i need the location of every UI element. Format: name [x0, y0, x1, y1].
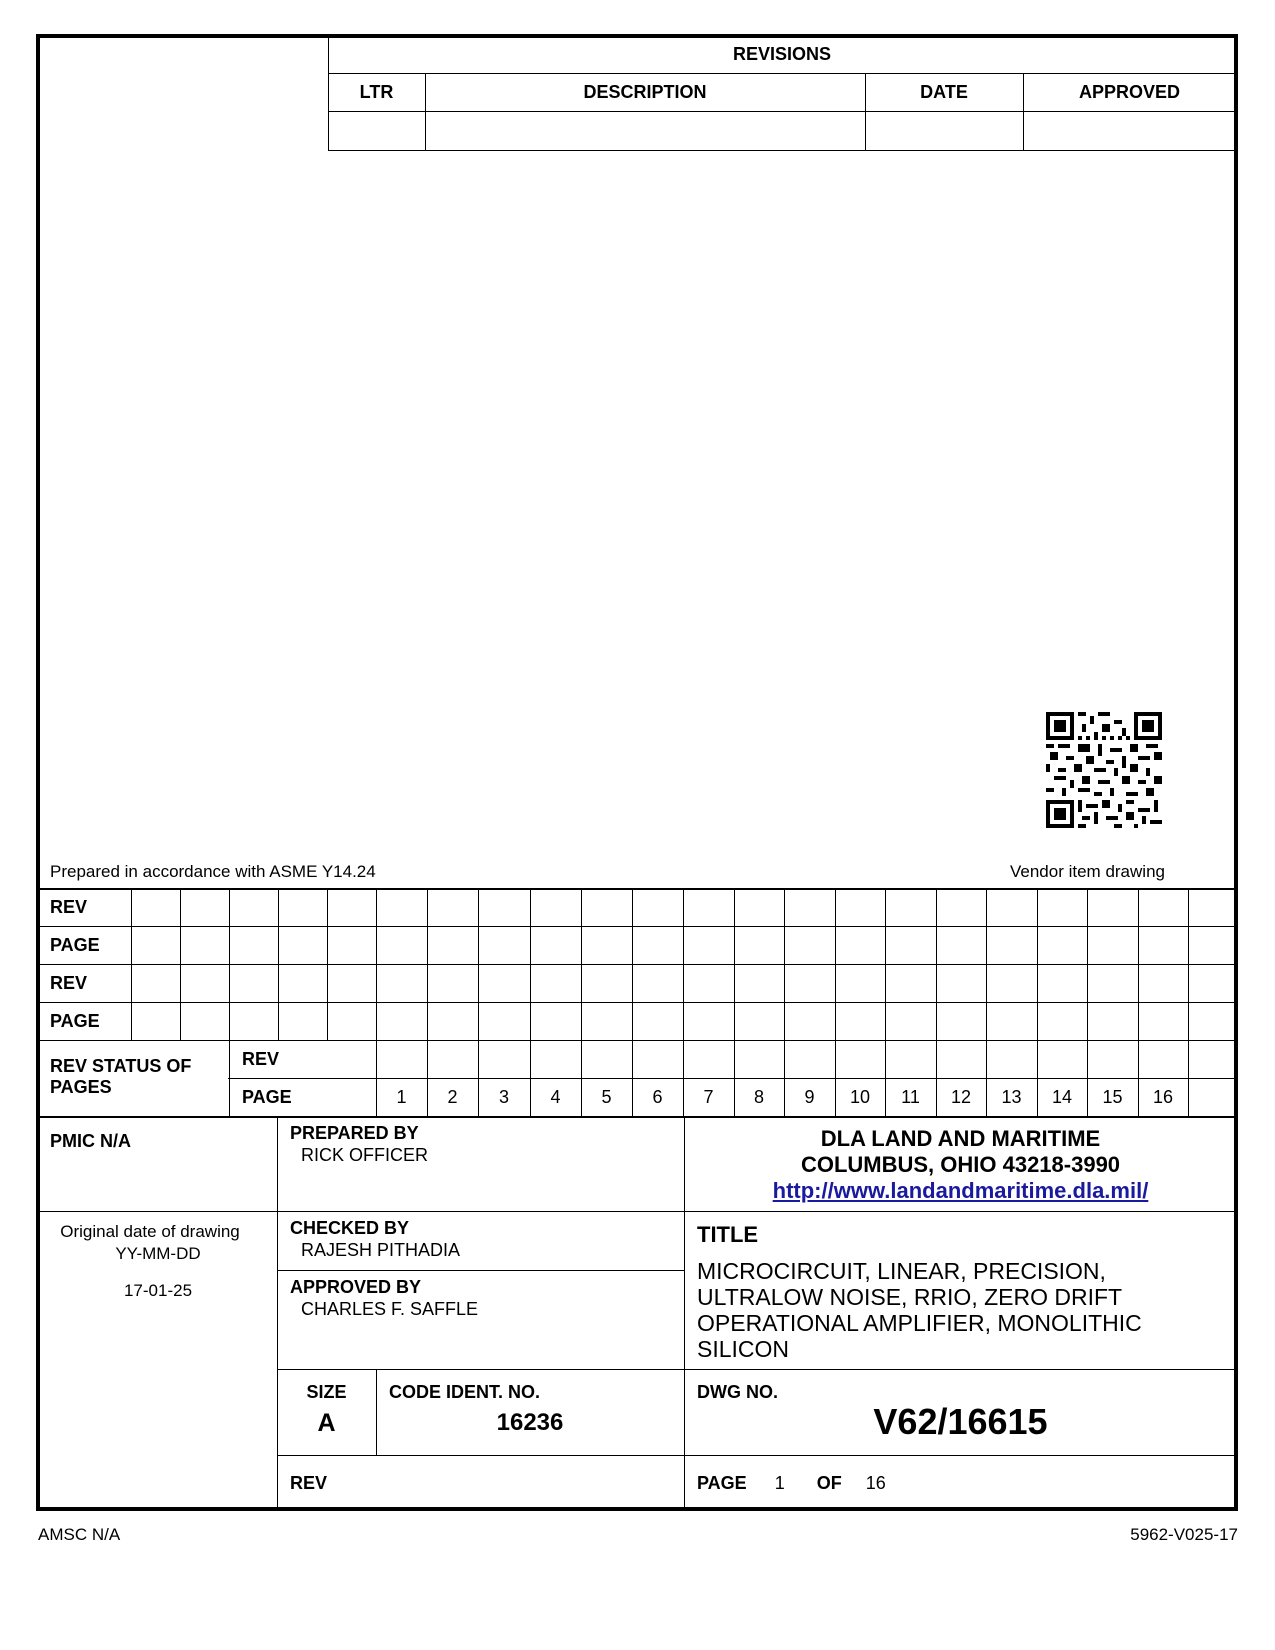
page-number-cell: 11: [901, 1087, 920, 1107]
title-line: ULTRALOW NOISE, RRIO, ZERO DRIFT: [697, 1284, 1123, 1310]
page-number-cell: 8: [753, 1087, 764, 1107]
page-number-cell: 12: [950, 1087, 972, 1107]
original-date-value: 17-01-25: [123, 1281, 193, 1300]
page-total: 16: [865, 1473, 886, 1493]
page-info: [697, 1473, 886, 1494]
revisions-title: REVISIONS: [732, 44, 832, 64]
size-value: A: [317, 1409, 336, 1437]
title-line: OPERATIONAL AMPLIFIER, MONOLITHIC: [697, 1310, 1142, 1336]
revisions-col-approved: APPROVED: [1078, 82, 1181, 102]
page-number-cell: 4: [550, 1087, 561, 1107]
page-number-cell: 16: [1152, 1087, 1174, 1107]
page-number-cell: 13: [1001, 1087, 1022, 1107]
dwg-number: V62/16615: [873, 1401, 1048, 1442]
page-number-cell: 6: [652, 1087, 663, 1107]
agency-address: COLUMBUS, OHIO 43218-3990: [800, 1152, 1121, 1177]
footer-amsc: AMSC N/A: [38, 1525, 121, 1544]
page-number-cell: 15: [1102, 1087, 1123, 1107]
vendor-note: Vendor item drawing: [1010, 862, 1165, 881]
page-number-cell: 2: [447, 1087, 458, 1107]
code-ident-value: 16236: [496, 1409, 564, 1436]
page-number-cell: 10: [849, 1087, 871, 1107]
size-label: SIZE: [306, 1382, 347, 1402]
agency-name: DLA LAND AND MARITIME: [820, 1126, 1101, 1151]
approved-by-name: CHARLES F. SAFFLE: [301, 1299, 479, 1319]
title-line: MICROCIRCUIT, LINEAR, PRECISION,: [697, 1258, 1106, 1284]
grid-row-page-1: PAGE: [50, 935, 100, 955]
page-number-cell: 14: [1051, 1087, 1073, 1107]
revisions-col-description: DESCRIPTION: [583, 82, 707, 102]
dwg-label: DWG NO.: [697, 1382, 778, 1402]
bottom-rev-label: REV: [290, 1473, 328, 1493]
rev-status-page-label: PAGE: [242, 1087, 292, 1107]
qr-code: [1046, 712, 1162, 828]
title-line: SILICON: [697, 1336, 790, 1362]
grid-row-rev-1: REV: [50, 897, 88, 917]
approved-by-label: APPROVED BY: [290, 1277, 422, 1297]
page-current: 1: [774, 1473, 785, 1493]
grid-row-page-2: PAGE: [50, 1011, 100, 1031]
page-label: PAGE: [697, 1473, 747, 1493]
code-ident-label: CODE IDENT. NO.: [389, 1382, 541, 1402]
footer-doc-number: 5962-V025-17: [1130, 1525, 1238, 1544]
original-date-format: YY-MM-DD: [115, 1244, 201, 1263]
rev-status-label: REV STATUS OF PAGES: [50, 1056, 192, 1097]
title-label: TITLE: [697, 1222, 759, 1247]
pmic-label: PMIC N/A: [50, 1131, 131, 1151]
prepared-by-name: RICK OFFICER: [301, 1145, 429, 1165]
prepared-by-label: PREPARED BY: [290, 1123, 419, 1143]
revisions-col-ltr: LTR: [359, 82, 394, 102]
agency-url-link[interactable]: http://www.landandmaritime.dla.mil/: [772, 1178, 1149, 1203]
rev-status-rev-label: REV: [242, 1049, 280, 1069]
title-text: [697, 1258, 1142, 1362]
page-number-cell: 1: [396, 1087, 407, 1107]
of-label: OF: [816, 1473, 842, 1493]
original-date-label: Original date of drawing: [60, 1222, 240, 1241]
page-number-cell: 9: [804, 1087, 815, 1107]
page-number-cell: 3: [498, 1087, 509, 1107]
page-number-cell: 5: [601, 1087, 612, 1107]
grid-row-rev-2: REV: [50, 973, 88, 993]
asme-note: Prepared in accordance with ASME Y14.24: [50, 862, 376, 881]
checked-by-label: CHECKED BY: [290, 1218, 410, 1238]
checked-by-name: RAJESH PITHADIA: [301, 1240, 461, 1260]
page-number-cell: 7: [703, 1087, 714, 1107]
revisions-col-date: DATE: [920, 82, 968, 102]
